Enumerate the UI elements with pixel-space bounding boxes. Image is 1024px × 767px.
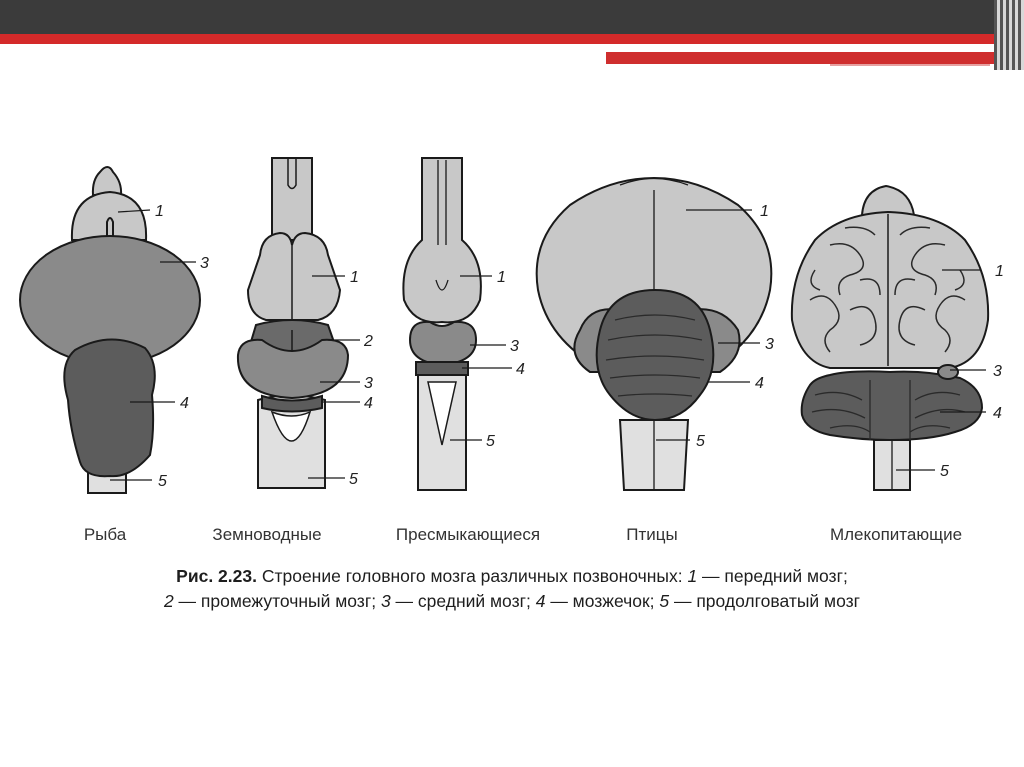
midbrain (410, 322, 476, 365)
cerebellum (802, 371, 982, 440)
forebrain (792, 212, 988, 368)
animal-name: Рыба (83, 525, 127, 544)
bird-brain (537, 178, 774, 544)
cerebellum (597, 290, 714, 420)
animal-name: Пресмыкающиеся (395, 525, 541, 544)
figure-caption: Рис. 2.23. Строение головного мозга различных позвоночных: 1 — передний мозг; 2 — промежуточный мозг; 3 — средний мозг; 4 — мозжечок; 5 — продолговатый мозг (163, 566, 861, 611)
figure-number: Рис. 2.23. (176, 566, 257, 586)
label-3: 3 (765, 336, 774, 353)
label-1: 1 (350, 269, 359, 286)
olfactory-bulb (93, 167, 121, 195)
label-1: 1 (995, 263, 1004, 280)
label-4: 4 (516, 361, 525, 378)
cerebellum (416, 362, 468, 375)
label-4: 4 (180, 395, 189, 412)
label-3: 3 (364, 375, 373, 392)
label-2: 2 (364, 333, 373, 350)
animal-name: Птицы (626, 525, 678, 544)
olfactory-bulb (862, 186, 914, 215)
amphibian-brain (212, 158, 373, 544)
reptile-brain (396, 158, 540, 544)
mammal-brain (792, 186, 1004, 544)
label-3: 3 (510, 338, 519, 355)
label-3: 3 (200, 255, 209, 272)
label-5: 5 (696, 433, 705, 450)
label-1: 1 (155, 203, 164, 220)
label-4: 4 (364, 395, 373, 412)
label-4: 4 (755, 375, 764, 392)
label-4: 4 (993, 405, 1002, 422)
forebrain (403, 158, 481, 322)
fish-brain (20, 167, 209, 544)
label-1: 1 (497, 269, 506, 286)
cerebellum (64, 339, 154, 476)
midbrain (938, 365, 958, 379)
animal-name: Млекопитающие (829, 525, 963, 544)
label-5: 5 (349, 471, 358, 488)
label-5: 5 (486, 433, 495, 450)
forebrain (72, 192, 146, 240)
label-3: 3 (993, 363, 1002, 380)
label-5: 5 (158, 473, 167, 490)
animal-name: Земноводные (212, 525, 322, 544)
label-1: 1 (760, 203, 769, 220)
label-5: 5 (940, 463, 949, 480)
olfactory (272, 158, 312, 240)
